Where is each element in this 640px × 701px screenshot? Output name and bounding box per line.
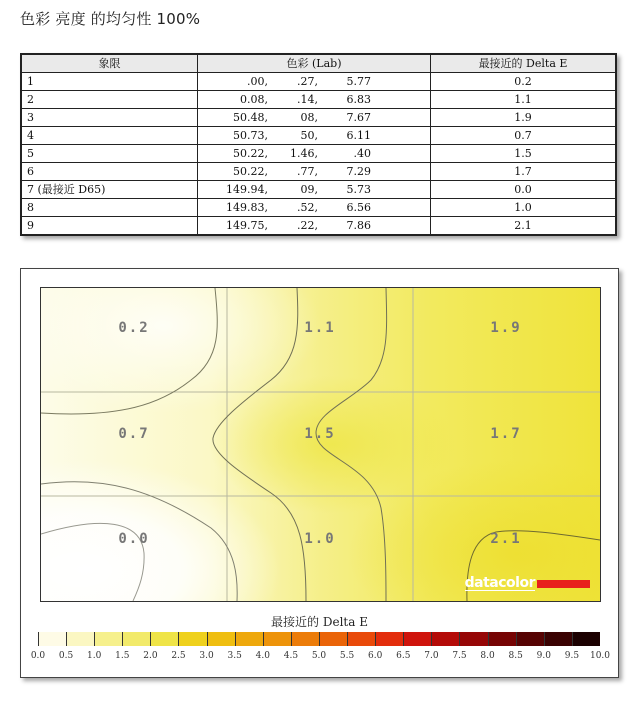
cell-value-4: 0.7 — [118, 426, 150, 442]
legend-swatch — [291, 632, 319, 646]
lab-l: 149.83, — [226, 201, 268, 214]
legend-tick-label: 5.0 — [311, 651, 327, 661]
lab-a: .27, — [297, 75, 318, 88]
lab-l: 50.22, — [233, 165, 268, 178]
legend-tick-label: 0.5 — [58, 651, 74, 661]
legend-swatch — [347, 632, 375, 646]
legend-tick-labels — [30, 651, 610, 663]
quadrant-cell: 5 — [21, 145, 198, 163]
delta-e-cell: 0.0 — [431, 181, 617, 199]
table-header-row — [21, 54, 616, 73]
table-row — [21, 127, 616, 145]
legend-swatch — [178, 632, 206, 646]
delta-e-cell: 1.9 — [431, 109, 617, 127]
legend-swatch — [122, 632, 150, 646]
lab-a: 08, — [300, 111, 318, 124]
lab-l: 50.73, — [233, 129, 268, 142]
legend-tick-label: 6.5 — [396, 651, 411, 661]
lab-a: .14, — [297, 93, 318, 106]
lab-cell — [198, 127, 431, 145]
lab-b: 5.73 — [346, 183, 371, 196]
lab-cell — [198, 73, 431, 91]
table-row — [21, 145, 616, 163]
lab-a: .22, — [297, 219, 318, 232]
lab-cell — [198, 199, 431, 217]
lab-a: .52, — [297, 201, 318, 214]
header-delta-e: 最接近的 Delta E — [431, 54, 617, 73]
lab-a: 1.46, — [290, 147, 318, 160]
cell-value-1: 0.2 — [118, 320, 150, 336]
cell-value-2: 1.1 — [304, 320, 336, 336]
delta-e-cell: 1.0 — [431, 199, 617, 217]
table-row — [21, 181, 616, 199]
legend-tick-label: 2.5 — [171, 651, 186, 661]
cell-value-7: 0.0 — [118, 531, 150, 547]
cell-value-5: 1.5 — [304, 426, 336, 442]
legend-tick-label: 3.5 — [227, 651, 242, 661]
quadrant-cell: 2 — [21, 91, 198, 109]
header-lab: 色彩 (Lab) — [198, 54, 431, 73]
legend-swatch — [459, 632, 487, 646]
datacolor-logo-bar — [537, 580, 590, 588]
legend-tick-label: 6.0 — [368, 651, 383, 661]
quadrant-cell: 6 — [21, 163, 198, 181]
legend-tick-label: 1.0 — [87, 651, 102, 661]
lab-cell — [198, 181, 431, 199]
heatmap-plot — [40, 287, 601, 602]
legend-swatch — [263, 632, 291, 646]
cell-value-8: 1.0 — [304, 531, 336, 547]
legend-tick-label: 8.5 — [508, 651, 523, 661]
lab-a: 09, — [300, 183, 318, 196]
lab-b: .40 — [353, 147, 371, 160]
delta-e-cell: 0.2 — [431, 73, 617, 91]
lab-l: 50.22, — [233, 147, 268, 160]
quadrant-cell: 8 — [21, 199, 198, 217]
lab-a: .77, — [297, 165, 318, 178]
legend-swatch — [375, 632, 403, 646]
legend-swatch — [235, 632, 263, 646]
cell-value-9: 2.1 — [490, 531, 522, 547]
legend-tick-label: 4.5 — [283, 651, 299, 661]
table-row — [21, 163, 616, 181]
quadrant-cell: 1 — [21, 73, 198, 91]
legend-swatch — [488, 632, 516, 646]
quadrant-cell: 7 (最接近 D65) — [21, 181, 198, 199]
legend-title: 最接近的 Delta E — [271, 615, 368, 629]
legend-swatch — [572, 632, 600, 646]
legend-swatch — [66, 632, 94, 646]
lab-table — [20, 53, 617, 236]
delta-e-cell: 0.7 — [431, 127, 617, 145]
legend-tick-label: 7.5 — [452, 651, 467, 661]
legend-tick-label: 1.5 — [115, 651, 130, 661]
quadrant-cell: 3 — [21, 109, 198, 127]
quadrant-cell: 4 — [21, 127, 198, 145]
cell-value-6: 1.7 — [490, 426, 522, 442]
legend-tick-label: 7.0 — [424, 651, 439, 661]
lab-a: 50, — [300, 129, 318, 142]
delta-e-cell: 1.1 — [431, 91, 617, 109]
legend-swatch — [516, 632, 544, 646]
table-row — [21, 91, 616, 109]
legend-swatch — [544, 632, 572, 646]
legend-swatch — [207, 632, 235, 646]
table-row — [21, 199, 616, 217]
legend-swatch — [94, 632, 122, 646]
legend-swatch — [38, 632, 66, 646]
legend-tick-label: 3.0 — [199, 651, 214, 661]
table-row — [21, 73, 616, 91]
delta-e-cell: 2.1 — [431, 217, 617, 236]
lab-l: 149.75, — [226, 219, 268, 232]
legend-tick-label: 2.0 — [143, 651, 158, 661]
cell-value-3: 1.9 — [490, 320, 522, 336]
lab-b: 6.56 — [346, 201, 371, 214]
lab-cell — [198, 91, 431, 109]
legend-tick-label: 9.0 — [536, 651, 551, 661]
lab-cell — [198, 163, 431, 181]
lab-b: 7.29 — [346, 165, 371, 178]
datacolor-logo-text: datacolor — [464, 575, 535, 591]
delta-e-cell: 1.7 — [431, 163, 617, 181]
legend-tick-label: 10.0 — [589, 651, 611, 661]
legend-tick-label: 8.0 — [480, 651, 495, 661]
lab-cell — [198, 109, 431, 127]
legend-swatch — [403, 632, 431, 646]
header-quadrant: 象限 — [21, 54, 198, 73]
legend-swatch — [431, 632, 459, 646]
legend-color-scale — [38, 632, 600, 646]
legend-swatch — [319, 632, 347, 646]
uniformity-chart — [20, 268, 619, 678]
quadrant-cell: 9 — [21, 217, 198, 236]
page-title: 色彩 亮度 的均匀性 100% — [20, 10, 201, 28]
legend-tick-label: 4.0 — [255, 651, 270, 661]
lab-l: 50.48, — [233, 111, 268, 124]
lab-b: 7.67 — [346, 111, 371, 124]
legend-swatch — [150, 632, 178, 646]
delta-e-cell: 1.5 — [431, 145, 617, 163]
lab-l: 0.08, — [240, 93, 268, 106]
legend-tick-label: 0.0 — [30, 651, 46, 661]
datacolor-logo — [465, 576, 590, 591]
lab-b: 5.77 — [346, 75, 371, 88]
table-row — [21, 217, 616, 236]
legend-tick-label: 9.5 — [564, 651, 580, 661]
lab-l: .00, — [247, 75, 268, 88]
lab-table-container — [20, 53, 617, 236]
table-row — [21, 109, 616, 127]
legend-tick-label: 5.5 — [339, 651, 355, 661]
lab-b: 6.83 — [346, 93, 371, 106]
lab-cell — [198, 145, 431, 163]
lab-b: 6.11 — [346, 129, 371, 142]
lab-cell — [198, 217, 431, 236]
lab-b: 7.86 — [346, 219, 371, 232]
lab-l: 149.94, — [226, 183, 268, 196]
